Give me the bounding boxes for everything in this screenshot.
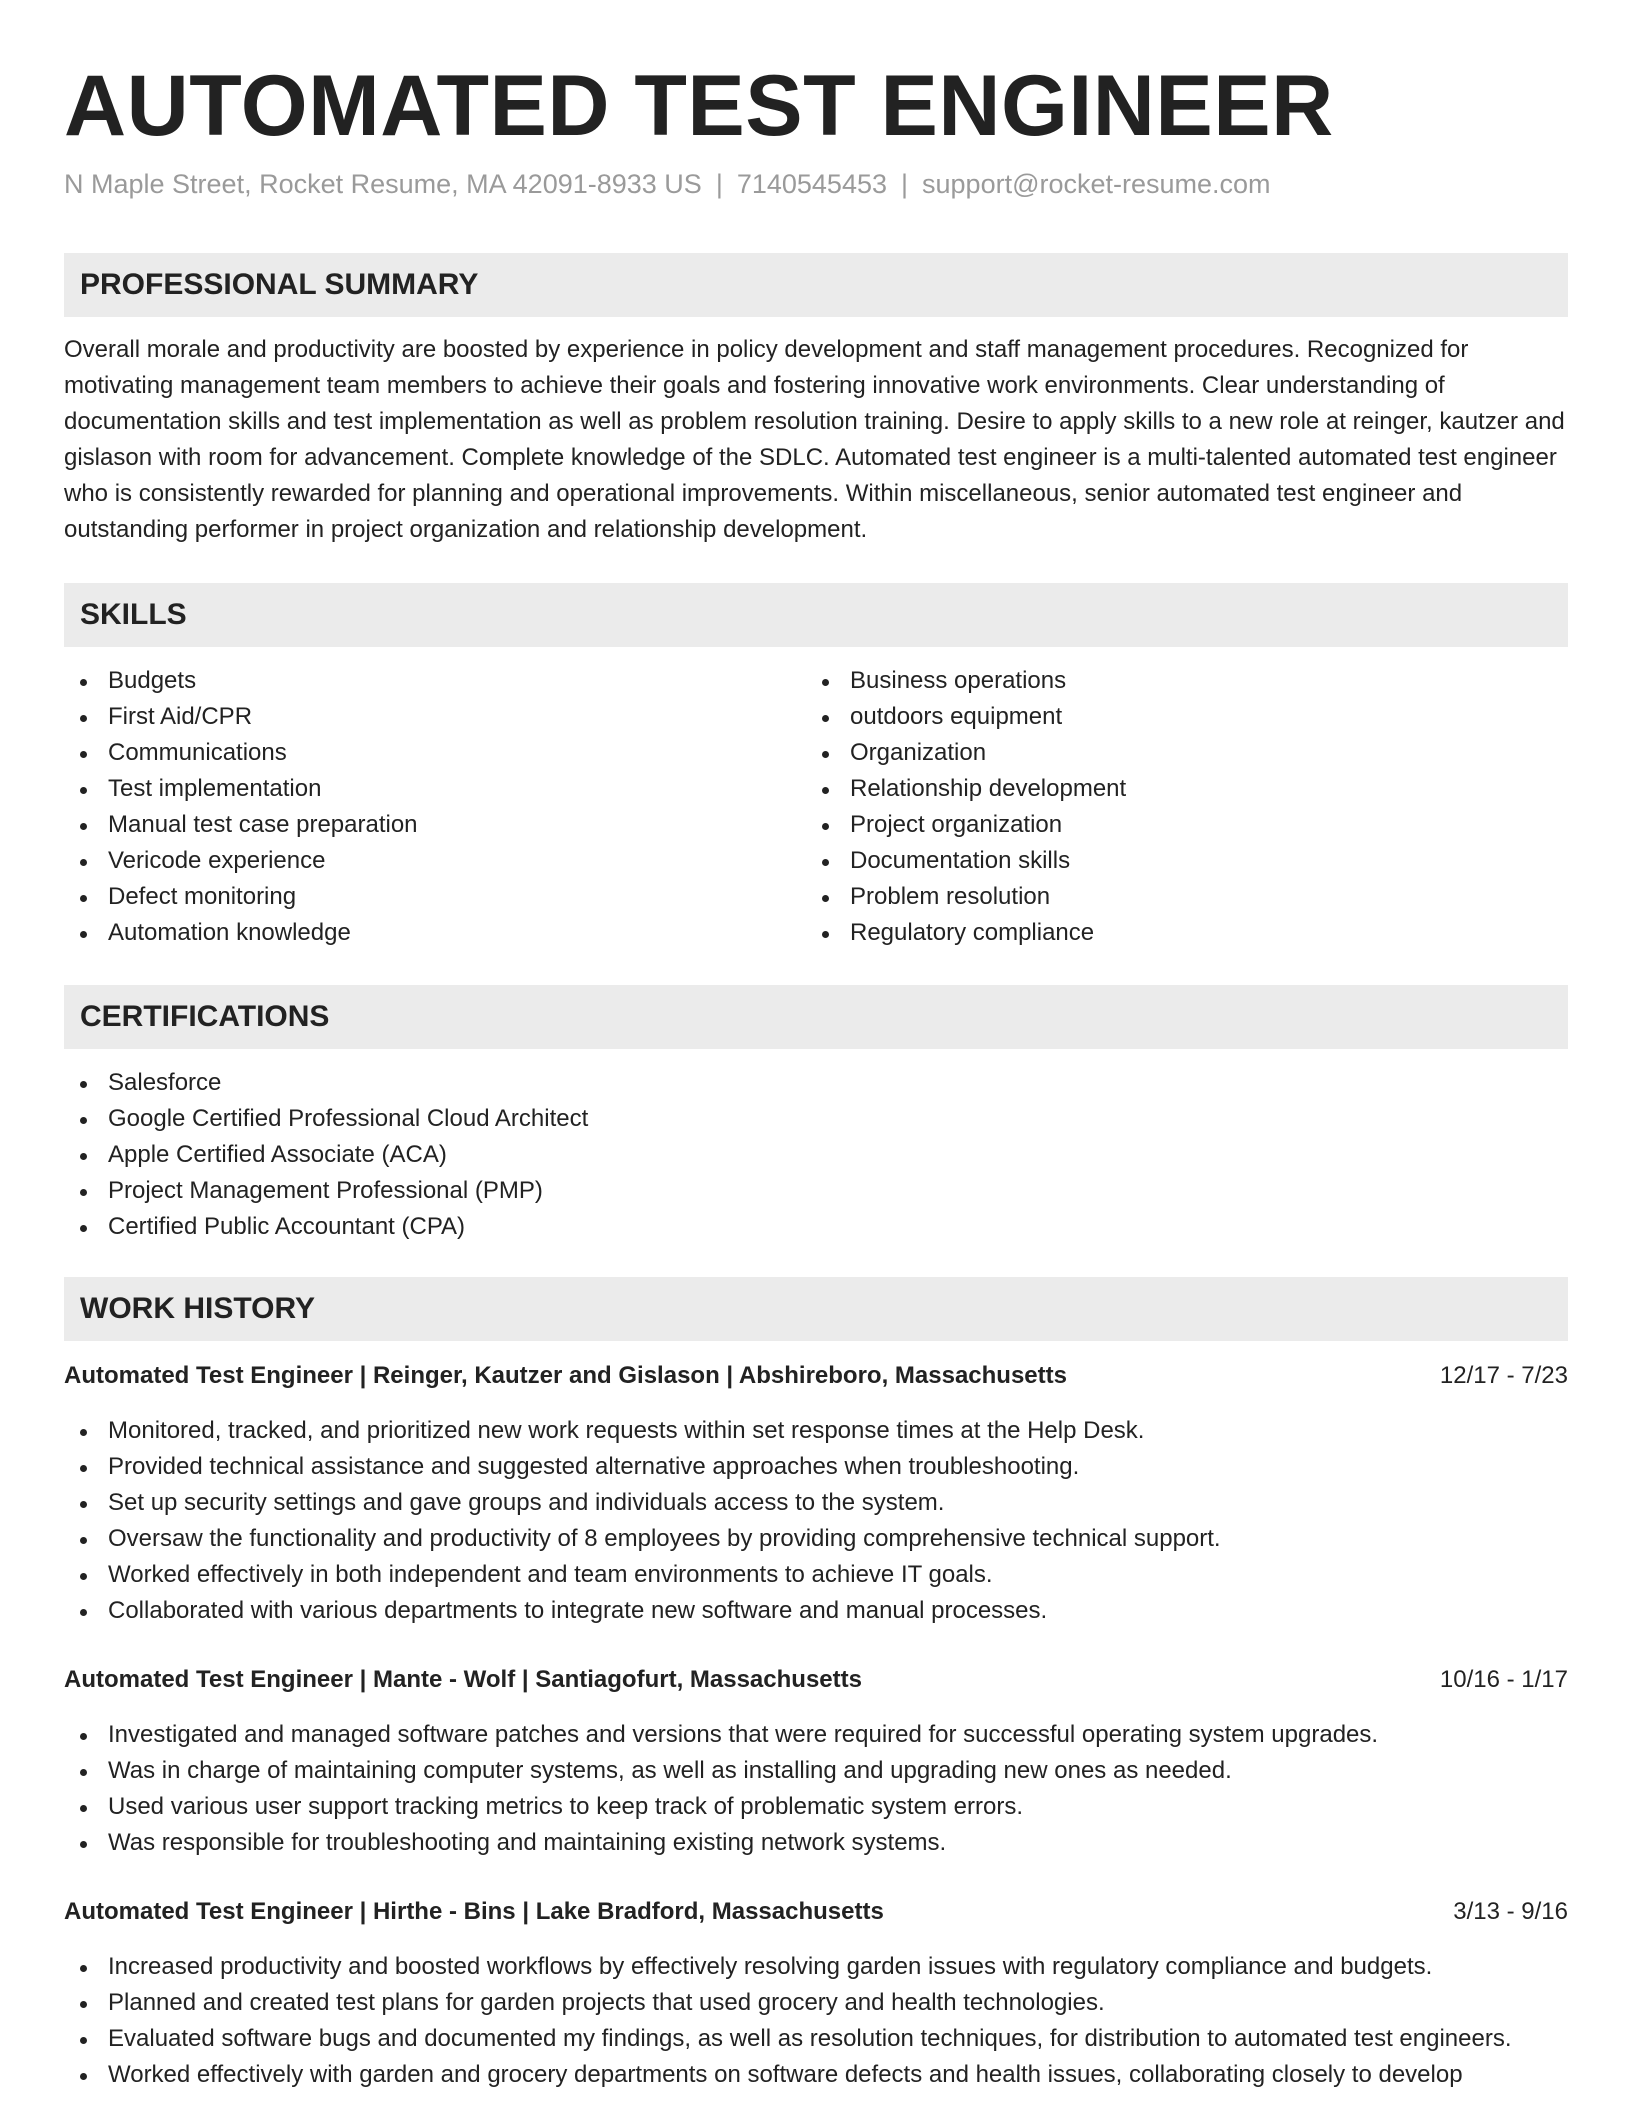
contact-line (64, 166, 1271, 202)
contact-separator: | (715, 169, 723, 199)
skill-item: First Aid/CPR (64, 699, 804, 735)
job-bullet: Worked effectively in both independent and team environments to achieve IT goals. (64, 1557, 1568, 1593)
skill-item: Business operations (806, 663, 1546, 699)
contact-email: support@rocket-resume.com (922, 169, 1271, 199)
skill-item: Manual test case preparation (64, 807, 804, 843)
job-bullet: Was responsible for troubleshooting and maintaining existing network systems. (64, 1825, 1568, 1861)
job-title: Automated Test Engineer | Reinger, Kautzer and Gislason | Abshireboro, Massachusetts (64, 1362, 1067, 1389)
job-dates: 3/13 - 9/16 (1453, 1898, 1568, 1925)
section-heading-certifications: CERTIFICATIONS (64, 985, 1568, 1049)
job-dates: 12/17 - 7/23 (1439, 1362, 1568, 1389)
job-bullets (64, 1949, 1568, 2093)
job-bullet: Provided technical assistance and suggested alternative approaches when troubleshooting. (64, 1449, 1568, 1485)
job-header (64, 1358, 1568, 1394)
skill-item: Automation knowledge (64, 915, 804, 951)
certification-item: Google Certified Professional Cloud Architect (64, 1101, 1568, 1137)
job-title: Automated Test Engineer | Mante - Wolf | Santiagofurt, Massachusetts (64, 1666, 862, 1693)
job-dates: 10/16 - 1/17 (1439, 1666, 1568, 1693)
certification-item: Project Management Professional (PMP) (64, 1173, 1568, 1209)
job-bullet: Oversaw the functionality and productivity of 8 employees by providing comprehensive technical support. (64, 1521, 1568, 1557)
contact-phone: 7140545453 (736, 169, 887, 199)
job-bullet: Was in charge of maintaining computer systems, as well as installing and upgrading new ones as needed. (64, 1753, 1568, 1789)
job-bullets (64, 1717, 1568, 1861)
skills-list-left (64, 663, 804, 951)
skill-item: Regulatory compliance (806, 915, 1546, 951)
skill-item: Vericode experience (64, 843, 804, 879)
skill-item: Test implementation (64, 771, 804, 807)
job-bullet: Investigated and managed software patches and versions that were required for successful operating system upgrades. (64, 1717, 1568, 1753)
certification-item: Apple Certified Associate (ACA) (64, 1137, 1568, 1173)
skill-item: Documentation skills (806, 843, 1546, 879)
section-heading-skills: SKILLS (64, 583, 1568, 647)
job-bullet: Increased productivity and boosted workflows by effectively resolving garden issues with regulatory compliance and budgets. (64, 1949, 1568, 1985)
job-bullet: Monitored, tracked, and prioritized new work requests within set response times at the Help Desk. (64, 1413, 1568, 1449)
skill-item: Budgets (64, 663, 804, 699)
job-bullet: Planned and created test plans for garden projects that used grocery and health technologies. (64, 1985, 1568, 2021)
certifications-list (64, 1065, 1568, 1245)
certification-item: Certified Public Accountant (CPA) (64, 1209, 1568, 1245)
certification-item: Salesforce (64, 1065, 1568, 1101)
contact-address: N Maple Street, Rocket Resume, MA 42091-8933 US (64, 169, 702, 199)
skill-item: Problem resolution (806, 879, 1546, 915)
skill-item: Organization (806, 735, 1546, 771)
job-bullet: Worked effectively with garden and grocery departments on software defects and health issues, collaborating closely to develop (64, 2057, 1568, 2093)
skill-item: Communications (64, 735, 804, 771)
skill-item: Defect monitoring (64, 879, 804, 915)
job-header (64, 1662, 1568, 1698)
job-bullets (64, 1413, 1568, 1629)
job-bullet: Collaborated with various departments to integrate new software and manual processes. (64, 1593, 1568, 1629)
job-bullet: Evaluated software bugs and documented my findings, as well as resolution techniques, for distribution to automated test engineers. (64, 2021, 1568, 2057)
job-bullet: Set up security settings and gave groups and individuals access to the system. (64, 1485, 1568, 1521)
summary-text: Overall morale and productivity are boosted by experience in policy development and staff management procedures. Recognized for motivating management team members to achieve their goals and fostering innovative work environments. Clear understanding of documentation skills and test implementation as well as problem resolution training. Desire to apply skills to a new role at reinger, kautzer and gislason with room for advancement. Complete knowledge of the SDLC. Automated test engineer is a multi-talented automated test engineer who is consistently rewarded for planning and operational improvements. Within miscellaneous, senior automated test engineer and outstanding performer in project organization and relationship development. (64, 336, 1565, 543)
skills-list-right (806, 663, 1546, 951)
job-header (64, 1894, 1568, 1930)
skill-item: outdoors equipment (806, 699, 1546, 735)
skill-item: Project organization (806, 807, 1546, 843)
contact-separator: | (901, 169, 909, 199)
job-bullet: Used various user support tracking metrics to keep track of problematic system errors. (64, 1789, 1568, 1825)
section-heading-summary: PROFESSIONAL SUMMARY (64, 253, 1568, 317)
page-title: AUTOMATED TEST ENGINEER (64, 58, 1334, 154)
skill-item: Relationship development (806, 771, 1546, 807)
section-heading-work-history: WORK HISTORY (64, 1277, 1568, 1341)
job-title: Automated Test Engineer | Hirthe - Bins | Lake Bradford, Massachusetts (64, 1898, 884, 1925)
